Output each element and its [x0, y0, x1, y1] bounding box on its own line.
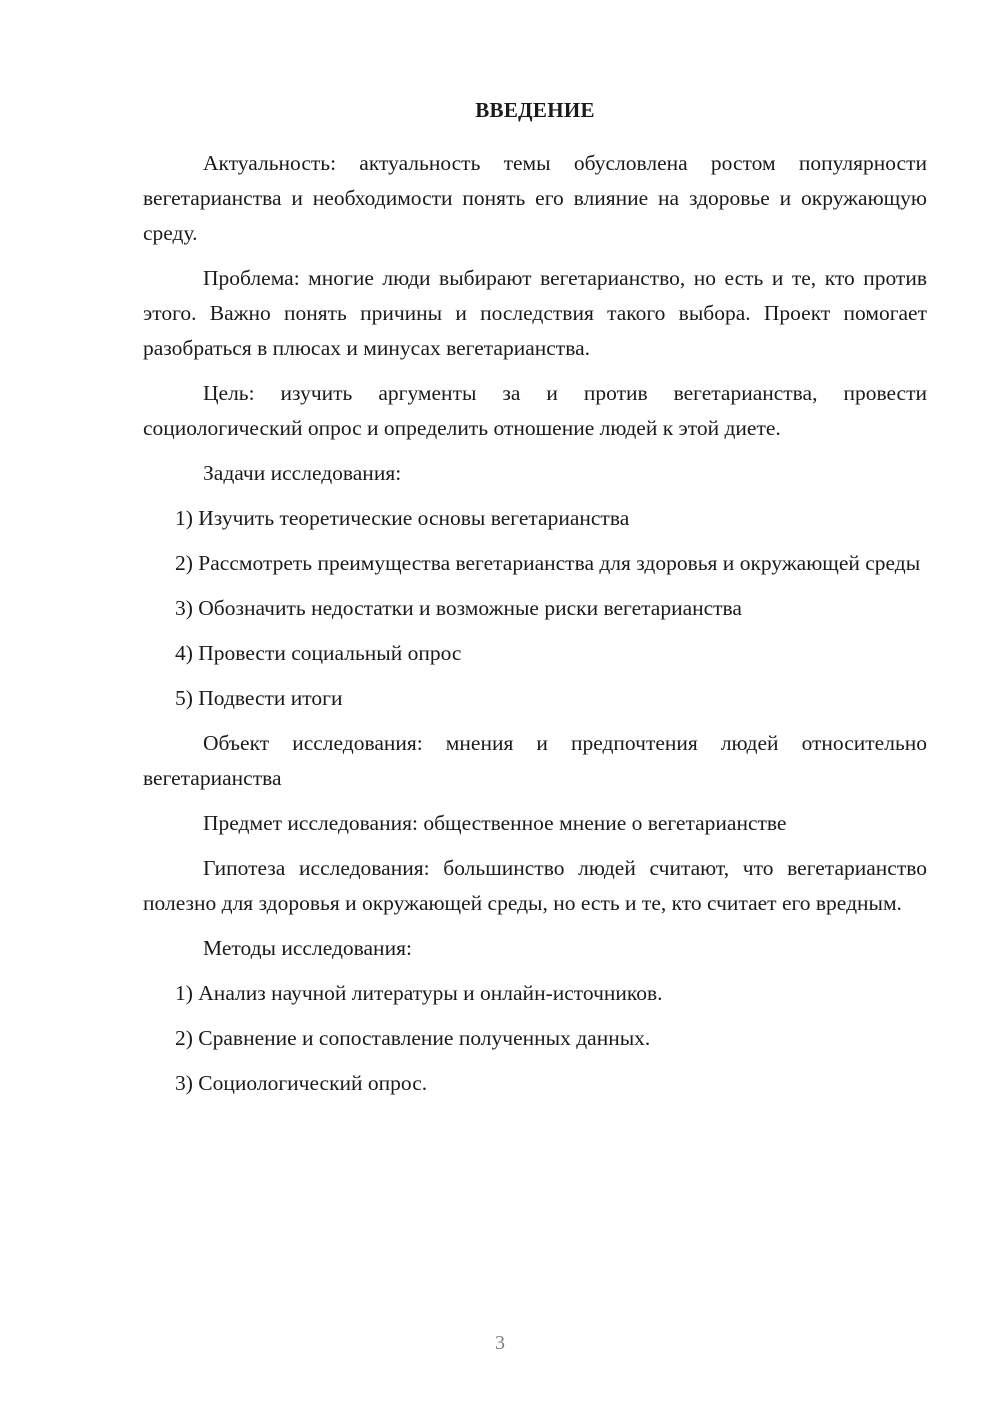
- method-item: 2) Сравнение и сопоставление полученных данных.: [175, 1026, 651, 1050]
- method-item: 3) Социологический опрос.: [175, 1071, 428, 1095]
- object-paragraph: Объект исследования: мнения и предпочтения людей относительно вегетарианства: [143, 731, 927, 790]
- relevance-paragraph: Актуальность: актуальность темы обусловлена ростом популярности вегетарианства и необходимости понять его влияние на здоровье и окружающую среду.: [143, 151, 927, 245]
- task-item: 2) Рассмотреть преимущества вегетарианства для здоровья и окружающей среды: [175, 551, 921, 575]
- problem-paragraph: Проблема: многие люди выбирают вегетарианство, но есть и те, кто против этого. Важно понять причины и последствия такого выбора. Проект помогает разобраться в плюсах и минусах вегетарианства.: [143, 266, 927, 360]
- tasks-heading: Задачи исследования:: [203, 461, 402, 485]
- task-item: 4) Провести социальный опрос: [175, 641, 462, 665]
- hypothesis-paragraph: Гипотеза исследования: большинство людей считают, что вегетарианство полезно для здоровья и окружающей среды, но есть и те, кто считает его вредным.: [143, 856, 927, 915]
- methods-heading: Методы исследования:: [203, 936, 412, 960]
- task-item: 3) Обозначить недостатки и возможные риски вегетарианства: [175, 596, 742, 620]
- page-number: 3: [495, 1332, 505, 1354]
- subject-paragraph: Предмет исследования: общественное мнение о вегетарианстве: [203, 811, 787, 835]
- task-item: 1) Изучить теоретические основы вегетарианства: [175, 506, 630, 530]
- section-title: ВВЕДЕНИЕ: [475, 98, 595, 122]
- goal-paragraph: Цель: изучить аргументы за и против вегетарианства, провести социологический опрос и определить отношение людей к этой диете.: [143, 381, 927, 440]
- task-item: 5) Подвести итоги: [175, 686, 343, 710]
- document-page: [143, 92, 927, 1111]
- method-item: 1) Анализ научной литературы и онлайн-источников.: [175, 981, 663, 1005]
